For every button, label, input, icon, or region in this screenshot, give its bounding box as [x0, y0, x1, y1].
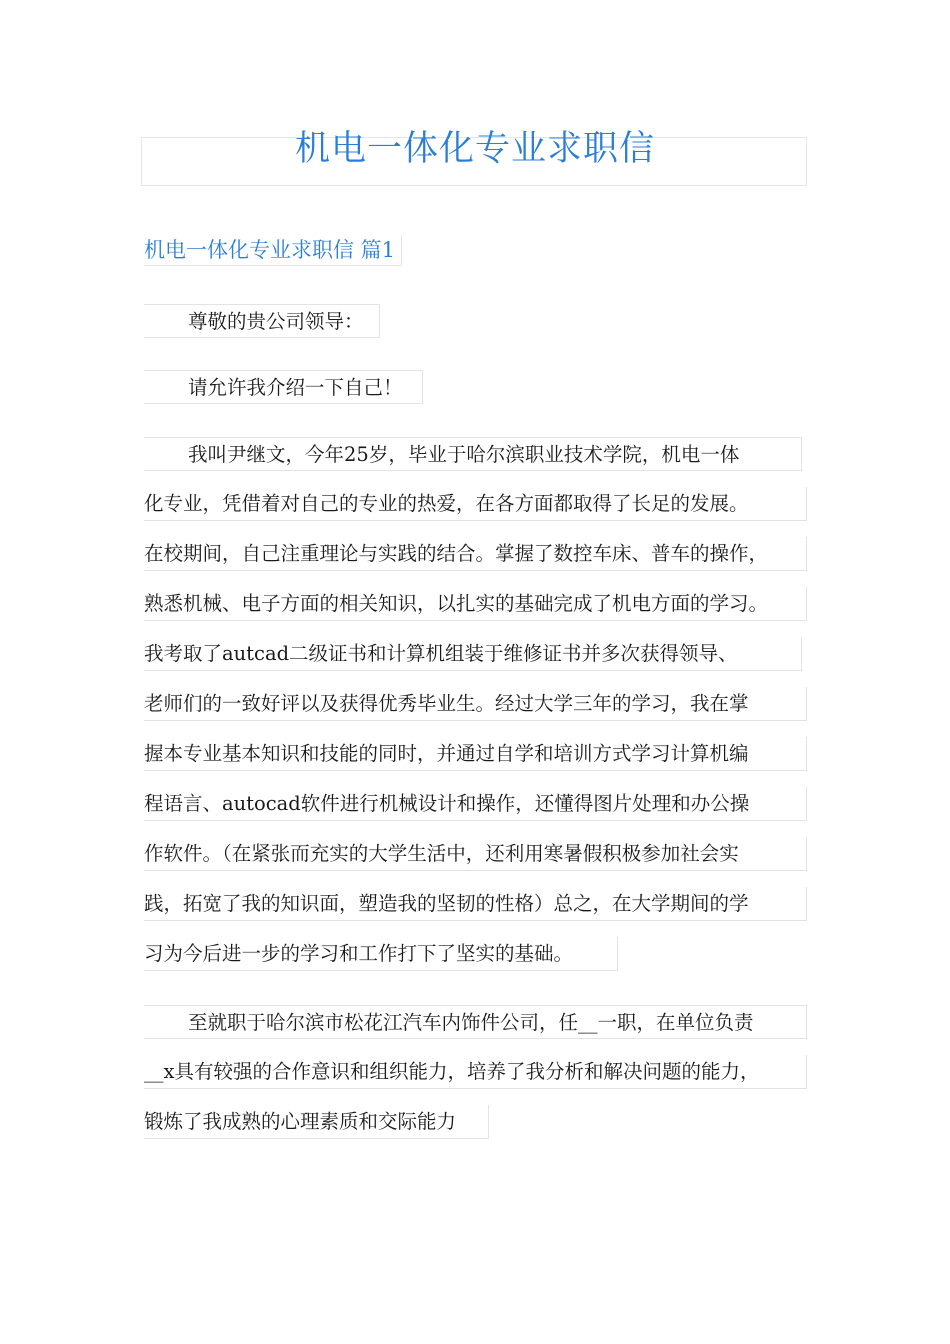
- paragraph-line: 熟悉机械、电子方面的相关知识，以扎实的基础完成了机电方面的学习。: [144, 587, 807, 621]
- salutation: 尊敬的贵公司领导：: [144, 304, 380, 338]
- document-title: 机电一体化专业求职信: [294, 129, 655, 169]
- paragraph-line: 化专业，凭借着对自己的专业的热爱，在各方面都取得了长足的发展。: [144, 487, 807, 521]
- paragraph-line: 老师们的一致好评以及获得优秀毕业生。经过大学三年的学习，我在掌: [144, 687, 807, 721]
- section-heading: 机电一体化专业求职信 篇1: [144, 235, 402, 266]
- paragraph-line: 锻炼了我成熟的心理素质和交际能力: [144, 1105, 489, 1139]
- paragraph-line: __x具有较强的合作意识和组织能力，培养了我分析和解决问题的能力，: [144, 1055, 807, 1089]
- paragraph-line: 践，拓宽了我的知识面，塑造我的坚韧的性格）总之，在大学期间的学: [144, 887, 807, 921]
- paragraph-line: 我叫尹继文，今年25岁，毕业于哈尔滨职业技术学院，机电一体: [144, 437, 802, 471]
- paragraph-line: 我考取了autcad二级证书和计算机组装于维修证书并多次获得领导、: [144, 637, 802, 671]
- paragraph-line: 在校期间，自己注重理论与实践的结合。掌握了数控车床、普车的操作，: [144, 537, 807, 571]
- paragraph-line: 握本专业基本知识和技能的同时，并通过自学和培训方式学习计算机编: [144, 737, 807, 771]
- paragraph-line: 程语言、autocad软件进行机械设计和操作，还懂得图片处理和办公操: [144, 787, 807, 821]
- paragraph-line: 至就职于哈尔滨市松花江汽车内饰件公司，任__一职，在单位负责: [144, 1005, 807, 1039]
- paragraph-line: 习为今后进一步的学习和工作打下了坚实的基础。: [144, 937, 618, 971]
- intro-line: 请允许我介绍一下自己！: [144, 370, 423, 404]
- paragraph-line: 作软件。（在紧张而充实的大学生活中，还利用寒暑假积极参加社会实: [144, 837, 807, 871]
